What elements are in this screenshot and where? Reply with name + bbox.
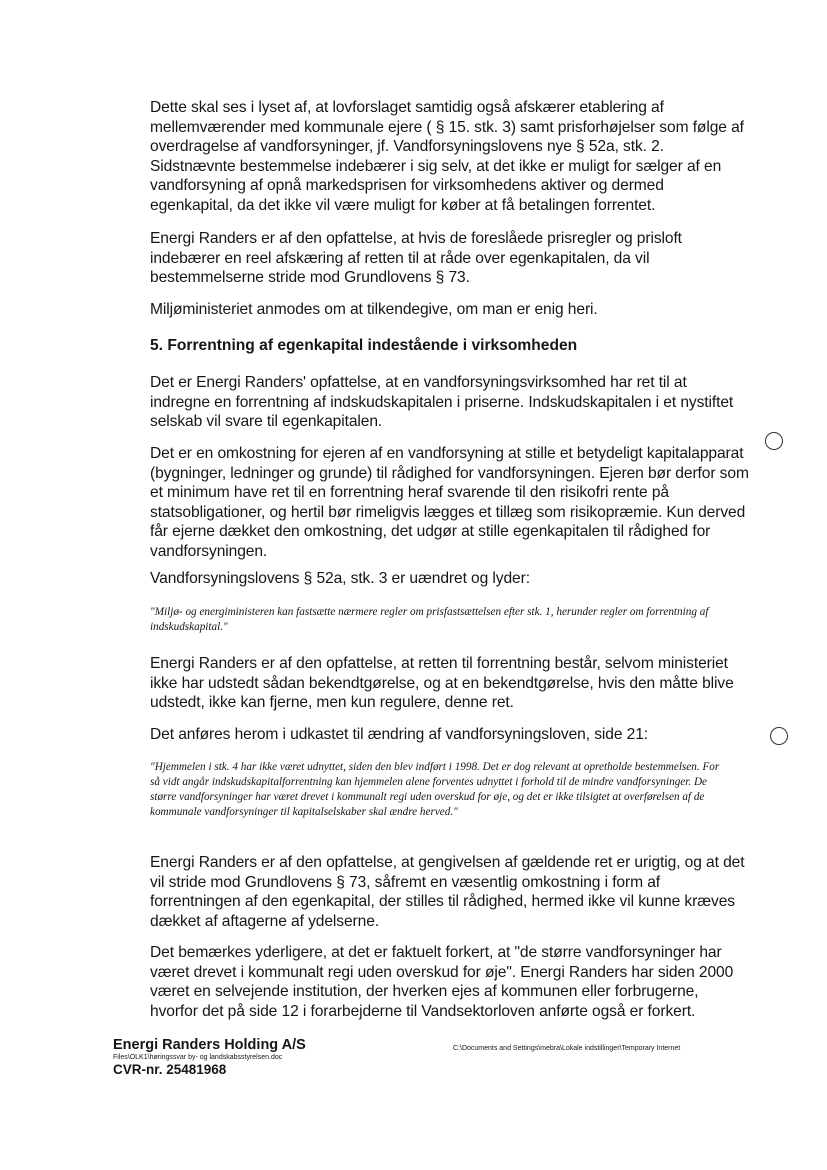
punch-hole-icon <box>770 727 788 745</box>
quote-2: "Hjemmelen i stk. 4 har ikke været udnyttet, siden den blev indført i 1998. Det er dog relevant at opretholde bestemmelsen. For så vidt angår indskudskapitalforrentning kan hjemmelen alene forventes udnyttet i forhold til de mindre vandforsyninger. De større vandforsyninger har været drevet i kommunalt regi uden overskud for øje, og det er ikke tilsigtet at overførelsen af de kommunale vandforsyninger til kapitalselskaber skal ændre herved." <box>150 761 720 818</box>
paragraph-5: Det er en omkostning for ejeren af en vandforsyning at stille et betydeligt kapitalapparat (bygninger, ledninger og grunde) til rådighed for vandforsyningen. Ejeren bør derfor som et minimum have ret til en forrentning heraf svarende til den risikofri rente på statsobligationer, og hertil bør rimeligvis lægges et tillæg som risikopræmie. Kun derved får ejerne dækket den omkostning, det udgør at stille egenkapitalen til rådighed for vandforsyningen. <box>150 445 749 560</box>
footer-cvr-number: CVR-nr. 25481968 <box>113 1062 227 1077</box>
paragraph-10: Det bemærkes yderligere, at det er faktuelt forkert, at "de større vandforsyninger har været drevet i kommunalt regi uden overskud for øje". Energi Randers har siden 2000 været en selvejende institution, der hverken ejes af kommunen eller forbrugerne, hvorfor det på side 12 i forarbejderne til Vandsektorloven anførte også er forkert. <box>150 944 734 1020</box>
paragraph-8: Det anføres herom i udkastet til ændring af vandforsyningsloven, side 21: <box>150 726 649 743</box>
footer-file-path: Files\OLK1\høringssvar by- og landskabsstyrelsen.doc <box>113 1054 283 1061</box>
paragraph-9: Energi Randers er af den opfattelse, at gengivelsen af gældende ret er urigtig, og at det vil stride mod Grundlovens § 73, såfremt en væsentlig omkostning i form af forrentningen af den egenkapital, der stilles til rådighed, hermed ikke vil kunne kræves dækket af aftagerne af ydelserne. <box>150 854 745 930</box>
paragraph-4: Det er Energi Randers' opfattelse, at en vandforsyningsvirksomhed har ret til at indregne en forrentning af indskudskapitalen i priserne. Indskudskapitalen i et nystiftet selskab vil svare til egenkapitalen. <box>150 374 734 431</box>
footer-company-name: Energi Randers Holding A/S <box>113 1037 306 1053</box>
section-heading-5: 5. Forrentning af egenkapital indestående i virksomheden <box>150 337 578 354</box>
paragraph-3: Miljøministeriet anmodes om at tilkendegive, om man er enig heri. <box>150 301 598 318</box>
quote-1: "Miljø- og energiministeren kan fastsætte nærmere regler om prisfastsættelsen efter stk. 1, herunder regler om forrentning af indskudskapital." <box>150 606 709 633</box>
paragraph-1: Dette skal ses i lyset af, at lovforslaget samtidig også afskærer etablering af mellemværender med kommunale ejere ( § 15. stk. 3) samt prisforhøjelser som følge af overdragelse af vandforsyninger, jf. Vandforsyningslovens nye § 52a, stk. 2. Sidstnævnte bestemmelse indebærer i sig selv, at det ikke er muligt for sælger af en vandforsyning af opnå markedsprisen for virksomhedens aktiver og dermed egenkapital, da det ikke vil være muligt for køber at få betalingen forrentet. <box>150 99 744 214</box>
paragraph-2: Energi Randers er af den opfattelse, at hvis de foreslåede prisregler og prisloft indebærer en reel afskæring af retten til at råde over egenkapitalen, da vil bestemmelserne stride mod Grundlovens § 73. <box>150 230 682 287</box>
paragraph-7: Energi Randers er af den opfattelse, at retten til forrentning består, selvom ministeriet ikke har udstedt sådan bekendtgørelse, og at en bekendtgørelse, hvis den måtte blive udstedt, ikke kan fjerne, men kun regulere, denne ret. <box>150 655 734 712</box>
punch-hole-icon <box>765 432 783 450</box>
footer-temp-path: C:\Documents and Settings\mebra\Lokale indstillinger\Temporary Internet <box>453 1045 681 1052</box>
paragraph-6: Vandforsyningslovens § 52a, stk. 3 er uændret og lyder: <box>150 570 530 587</box>
